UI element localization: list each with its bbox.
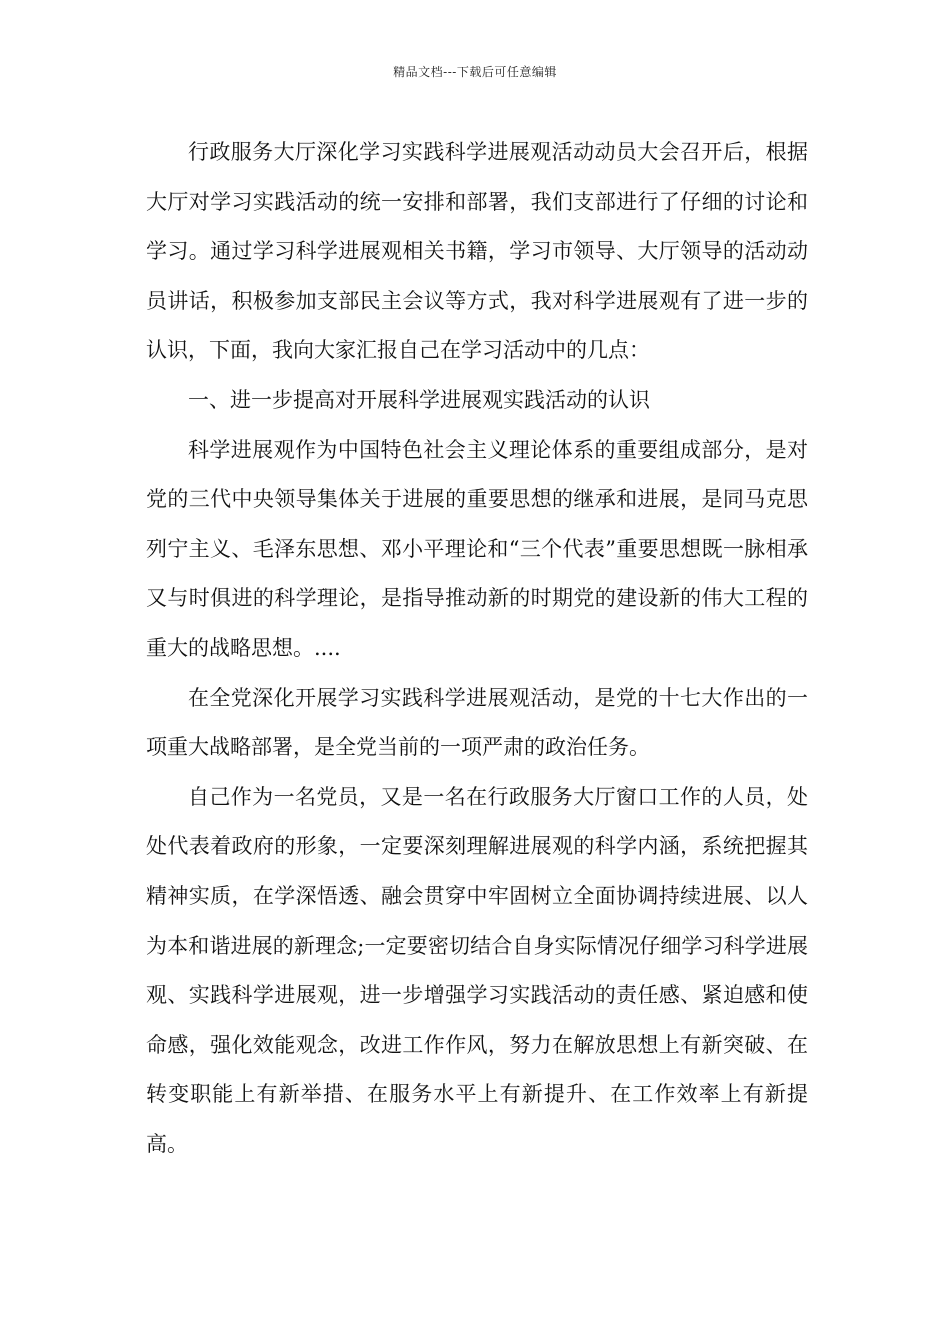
paragraph-theory: 科学进展观作为中国特色社会主义理论体系的重要组成部分，是对党的三代中央领导集体关于进展的重要思想的继承和进展，是同马克思列宁主义、毛泽东思想、邓小平理论和“三个代表”重要思想既一脉相承又与时俱进的科学理论，是指导推动新的时期党的建设新的伟大工程的重大的战略思想。....	[146, 437, 808, 660]
page-header: 精品文档---下载后可任意编辑	[393, 65, 557, 79]
document-body	[146, 128, 808, 1169]
paragraph-personal: 自己作为一名党员，又是一名在行政服务大厅窗口工作的人员，处处代表着政府的形象，一定要深刻理解进展观的科学内涵，系统把握其精神实质，在学深悟透、融会贯穿中牢固树立全面协调持续进展、以人为本和谐进展的新理念;一定要密切结合自身实际情况仔细学习科学进展观、实践科学进展观，进一步增强学习实践活动的责任感、紧迫感和使命感，强化效能观念，改进工作作风，努力在解放思想上有新突破、在转变职能上有新举措、在服务水平上有新提升、在工作效率上有新提高。	[146, 784, 808, 1156]
paragraph-intro: 行政服务大厅深化学习实践科学进展观活动动员大会召开后，根据大厅对学习实践活动的统一安排和部署，我们支部进行了仔细的讨论和学习。通过学习科学进展观相关书籍，学习市领导、大厅领导的活动动员讲话，积极参加支部民主会议等方式，我对科学进展观有了进一步的认识，下面，我向大家汇报自己在学习活动中的几点：	[146, 140, 808, 363]
paragraph-deployment: 在全党深化开展学习实践科学进展观活动，是党的十七大作出的一项重大战略部署，是全党当前的一项严肃的政治任务。	[146, 685, 808, 760]
section-heading-1: 一、进一步提高对开展科学进展观实践活动的认识	[188, 387, 650, 412]
